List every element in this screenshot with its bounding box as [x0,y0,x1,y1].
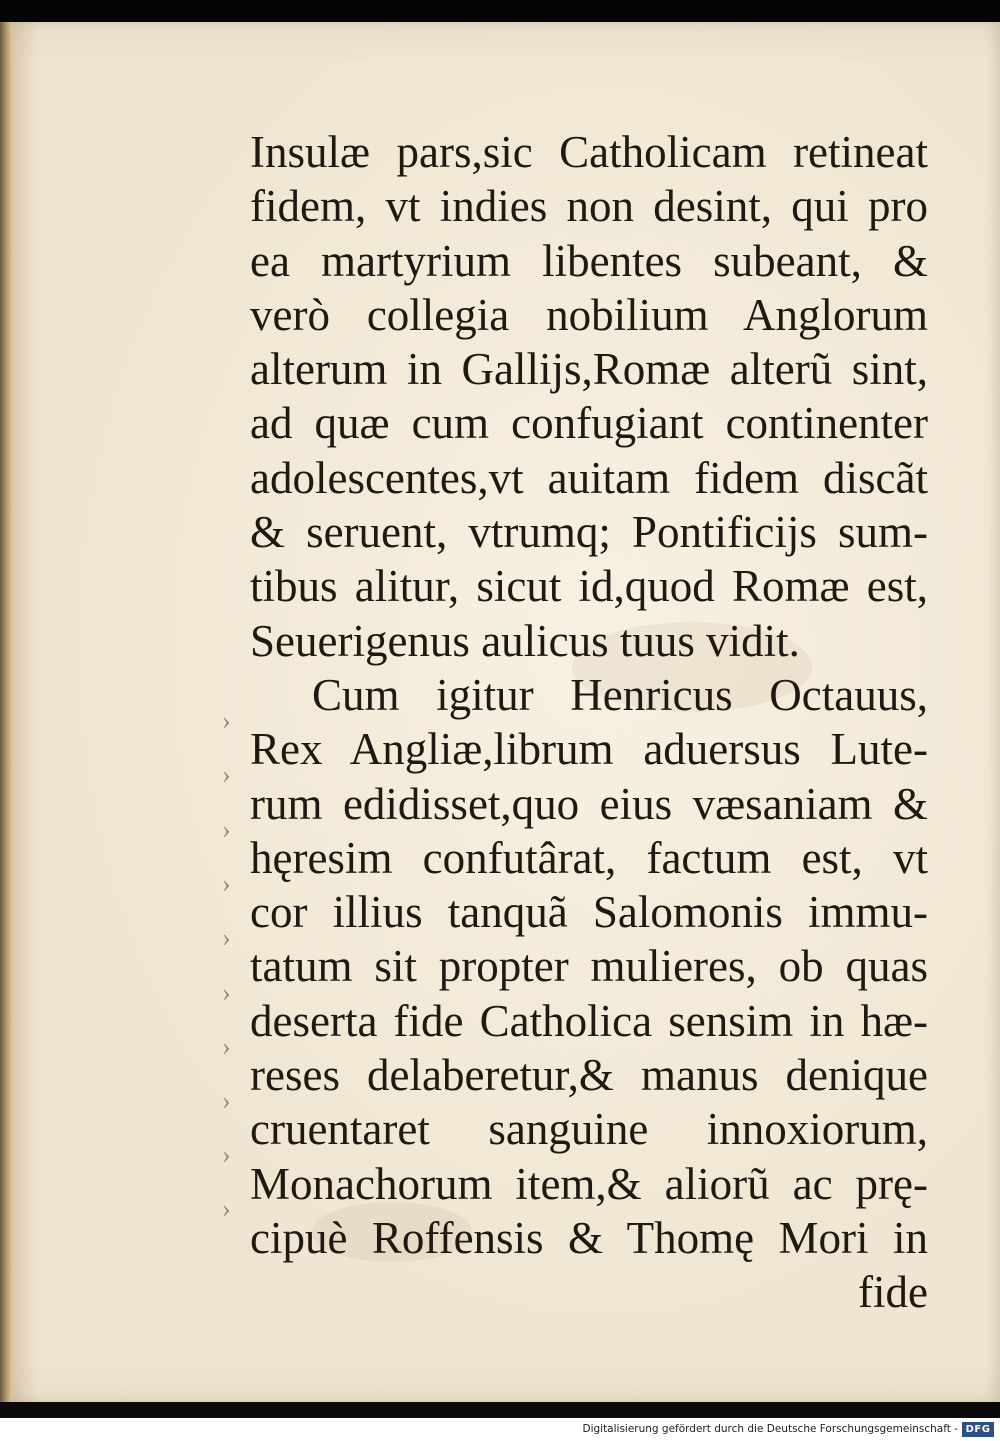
dfg-logo[interactable]: DFG [962,1422,994,1437]
text-line: alterum in Gallijs,Romæ alterũ sint, [250,344,928,395]
text-line: cruentaret sanguine innoxiorum, [250,1104,928,1155]
scan-top-border [0,0,1000,22]
text-line: Monachorum item,& aliorũ ac prę- [250,1158,928,1209]
margin-quote-mark: › [222,1194,231,1223]
margin-quote-mark: › [222,1140,231,1169]
margin-quote-mark: › [222,869,231,898]
text-line: fidem, vt indies non desint, qui pro [250,181,928,232]
text-line: tatum sit propter mulieres, ob quas [250,941,928,992]
margin-quote-mark: › [222,815,231,844]
text-line: & seruent, vtrumq; Pontificijs sum- [250,507,928,558]
text-line: ad quæ cum confugiant continenter [250,398,928,449]
text-line: rum edidisset,quo eius væsaniam & [250,778,928,829]
text-line: Seuerigenus aulicus tuus vidit. [250,615,800,666]
text-line: deserta fide Catholica sensim in hæ- [250,995,928,1046]
scan-bottom-border [0,1402,1000,1418]
text-line: adolescentes,vt auitam fidem discãt [250,452,928,503]
funding-credit: Digitalisierung gefördert durch die Deutsche Forschungsgemeinschaft - [582,1423,958,1435]
text-line: reses delaberetur,& manus denique [250,1050,928,1101]
margin-quote-mark: › [222,923,231,952]
text-line: hęresim confutârat, factum est, vt [250,832,928,883]
catchword: fide [858,1267,928,1318]
digitization-footer [0,1418,1000,1441]
text-line: tibus alitur, sicut id,quod Romæ est, [250,561,928,612]
margin-quote-mark: › [222,760,231,789]
text-line: verò collegia nobilium Anglorum [250,289,928,340]
margin-quote-mark: › [222,1032,231,1061]
text-line: Cum igitur Henricus Octauus, [312,669,928,720]
page-gutter [0,22,12,1402]
text-line: cipuè Roffensis & Thomę Mori in [250,1212,928,1263]
margin-quote-mark: › [222,1086,231,1115]
text-line: Rex Angliæ,librum aduersus Lute- [250,724,928,775]
text-line: Insulæ pars,sic Catholicam retineat [250,127,928,177]
margin-quote-mark: › [222,978,231,1007]
text-line: cor illius tanquã Salomonis immu- [250,887,928,938]
page-text [250,125,928,1320]
text-line: ea martyrium libentes subeant, & [250,235,928,286]
margin-quote-mark: › [222,706,231,735]
